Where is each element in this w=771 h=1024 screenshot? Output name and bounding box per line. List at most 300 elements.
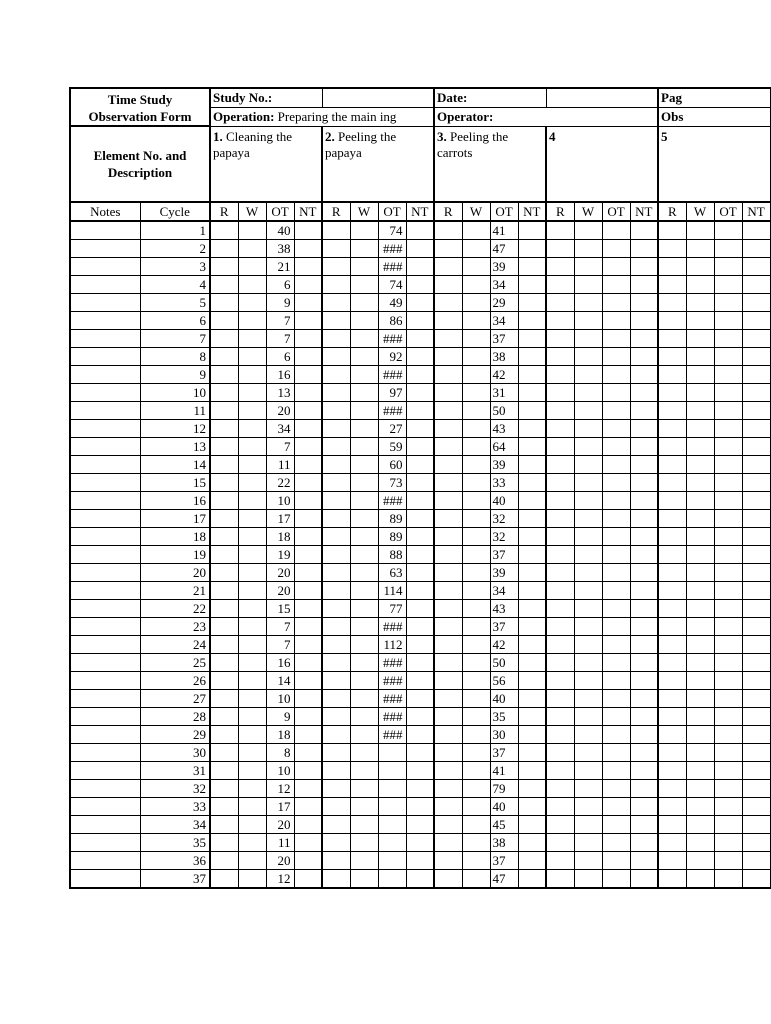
element-1-w-cell[interactable] [238,294,266,312]
element-2-r-cell[interactable] [322,348,350,366]
element-1-w-cell[interactable] [238,636,266,654]
element-1-w-cell[interactable] [238,438,266,456]
element-3-w-cell[interactable] [462,276,490,294]
element-2-nt-cell[interactable] [406,402,434,420]
element-5-nt-cell[interactable] [742,221,770,240]
element-4-r-cell[interactable] [546,221,574,240]
element-3-r-cell[interactable] [434,852,462,870]
element-1-ot-cell[interactable]: 13 [266,384,294,402]
element-4-ot-cell[interactable] [602,402,630,420]
element-4-nt-cell[interactable] [630,294,658,312]
element-3-w-cell[interactable] [462,798,490,816]
element-5-ot-cell[interactable] [714,834,742,852]
element-2-w-cell[interactable] [350,690,378,708]
element-3-w-cell[interactable] [462,221,490,240]
element-1-w-cell[interactable] [238,726,266,744]
element-1-r-cell[interactable] [210,330,238,348]
element-2-r-cell[interactable] [322,618,350,636]
element-4-nt-cell[interactable] [630,312,658,330]
element-3-nt-cell[interactable] [518,798,546,816]
element-2-ot-cell[interactable]: ### [378,402,406,420]
element-1-r-cell[interactable] [210,762,238,780]
element-2-ot-cell[interactable]: 88 [378,546,406,564]
element-2-r-cell[interactable] [322,690,350,708]
element-5-r-cell[interactable] [658,582,686,600]
element-5-nt-cell[interactable] [742,798,770,816]
element-3-ot-cell[interactable]: 43 [490,420,518,438]
element-5-ot-cell[interactable] [714,852,742,870]
element-5-ot-cell[interactable] [714,258,742,276]
element-4-r-cell[interactable] [546,402,574,420]
element-3-ot-cell[interactable]: 37 [490,852,518,870]
operator-field[interactable] [434,107,658,126]
element-5-nt-cell[interactable] [742,762,770,780]
element-2-ot-cell[interactable]: 73 [378,474,406,492]
element-4-nt-cell[interactable] [630,870,658,889]
element-3-w-cell[interactable] [462,258,490,276]
element-5-r-cell[interactable] [658,366,686,384]
element-1-w-cell[interactable] [238,780,266,798]
element-1-nt-cell[interactable] [294,402,322,420]
element-2-w-cell[interactable] [350,366,378,384]
notes-cell[interactable] [70,221,140,240]
element-2-r-cell[interactable] [322,582,350,600]
element-3-w-cell[interactable] [462,546,490,564]
element-4-ot-cell[interactable] [602,438,630,456]
element-5-w-cell[interactable] [686,852,714,870]
element-5-w-cell[interactable] [686,636,714,654]
notes-cell[interactable] [70,762,140,780]
element-2-nt-cell[interactable] [406,672,434,690]
element-1-nt-cell[interactable] [294,798,322,816]
element-5-r-cell[interactable] [658,618,686,636]
element-4-nt-cell[interactable] [630,708,658,726]
element-2-w-cell[interactable] [350,330,378,348]
element-4-w-cell[interactable] [574,330,602,348]
element-2-w-cell[interactable] [350,636,378,654]
element-4-nt-cell[interactable] [630,744,658,762]
element-5-r-cell[interactable] [658,564,686,582]
element-5-ot-cell[interactable] [714,726,742,744]
element-2-w-cell[interactable] [350,816,378,834]
element-5-w-cell[interactable] [686,834,714,852]
element-3-r-cell[interactable] [434,600,462,618]
element-4-ot-cell[interactable] [602,600,630,618]
element-4-w-cell[interactable] [574,474,602,492]
element-1-ot-cell[interactable]: 38 [266,240,294,258]
element-1-nt-cell[interactable] [294,636,322,654]
notes-cell[interactable] [70,546,140,564]
element-3-ot-cell[interactable]: 47 [490,240,518,258]
element-3-w-cell[interactable] [462,780,490,798]
element-2-w-cell[interactable] [350,546,378,564]
notes-cell[interactable] [70,438,140,456]
element-5-w-cell[interactable] [686,600,714,618]
element-2-ot-cell[interactable]: 77 [378,600,406,618]
element-2-ot-cell[interactable]: 60 [378,456,406,474]
element-1-nt-cell[interactable] [294,240,322,258]
element-1-nt-cell[interactable] [294,221,322,240]
element-5-w-cell[interactable] [686,582,714,600]
notes-cell[interactable] [70,456,140,474]
element-2-w-cell[interactable] [350,744,378,762]
element-2-nt-cell[interactable] [406,348,434,366]
element-2-ot-cell[interactable] [378,816,406,834]
element-4-r-cell[interactable] [546,474,574,492]
study-no-field[interactable] [210,88,322,107]
element-4-r-cell[interactable] [546,546,574,564]
element-5-r-cell[interactable] [658,636,686,654]
element-3-r-cell[interactable] [434,384,462,402]
element-4-ot-cell[interactable] [602,276,630,294]
element-3-ot-cell[interactable]: 37 [490,330,518,348]
element-2-ot-cell[interactable]: ### [378,654,406,672]
element-3-nt-cell[interactable] [518,582,546,600]
element-1-ot-cell[interactable]: 18 [266,528,294,546]
element-2-nt-cell[interactable] [406,240,434,258]
element-2-nt-cell[interactable] [406,600,434,618]
element-3-w-cell[interactable] [462,852,490,870]
element-2-nt-cell[interactable] [406,798,434,816]
element-3-nt-cell[interactable] [518,726,546,744]
element-3-nt-cell[interactable] [518,221,546,240]
element-4-ot-cell[interactable] [602,780,630,798]
element-5-r-cell[interactable] [658,708,686,726]
element-3-w-cell[interactable] [462,474,490,492]
element-4-r-cell[interactable] [546,384,574,402]
element-2-r-cell[interactable] [322,744,350,762]
element-3-nt-cell[interactable] [518,402,546,420]
element-5-ot-cell[interactable] [714,492,742,510]
element-5-ot-cell[interactable] [714,780,742,798]
element-5-nt-cell[interactable] [742,690,770,708]
element-1-w-cell[interactable] [238,276,266,294]
element-1-ot-cell[interactable]: 11 [266,834,294,852]
element-4-w-cell[interactable] [574,690,602,708]
page-field[interactable] [658,88,770,107]
element-1-ot-cell[interactable]: 20 [266,582,294,600]
element-4-ot-cell[interactable] [602,456,630,474]
element-1-ot-cell[interactable]: 16 [266,366,294,384]
element-5-nt-cell[interactable] [742,348,770,366]
element-3-w-cell[interactable] [462,510,490,528]
element-2-nt-cell[interactable] [406,384,434,402]
element-2-r-cell[interactable] [322,852,350,870]
element-2-r-cell[interactable] [322,438,350,456]
element-4-nt-cell[interactable] [630,762,658,780]
element-1-ot-cell[interactable]: 9 [266,294,294,312]
element-2-r-cell[interactable] [322,294,350,312]
element-3-nt-cell[interactable] [518,276,546,294]
element-2-w-cell[interactable] [350,708,378,726]
element-2-w-cell[interactable] [350,762,378,780]
notes-cell[interactable] [70,348,140,366]
element-3-ot-cell[interactable]: 34 [490,276,518,294]
element-3-w-cell[interactable] [462,744,490,762]
element-5-w-cell[interactable] [686,456,714,474]
element-4-r-cell[interactable] [546,618,574,636]
element-3-w-cell[interactable] [462,762,490,780]
element-4-w-cell[interactable] [574,546,602,564]
element-1-r-cell[interactable] [210,312,238,330]
element-1-ot-cell[interactable]: 16 [266,654,294,672]
element-3-nt-cell[interactable] [518,474,546,492]
element-3-nt-cell[interactable] [518,636,546,654]
element-4-nt-cell[interactable] [630,240,658,258]
element-3-ot-cell[interactable]: 34 [490,312,518,330]
element-3-w-cell[interactable] [462,636,490,654]
element-4-r-cell[interactable] [546,690,574,708]
element-3-ot-cell[interactable]: 64 [490,438,518,456]
element-2-nt-cell[interactable] [406,276,434,294]
element-2-r-cell[interactable] [322,798,350,816]
element-4-ot-cell[interactable] [602,762,630,780]
element-3-w-cell[interactable] [462,870,490,889]
element-1-w-cell[interactable] [238,870,266,889]
element-5-w-cell[interactable] [686,744,714,762]
element-5-nt-cell[interactable] [742,492,770,510]
element-3-r-cell[interactable] [434,636,462,654]
element-4-r-cell[interactable] [546,312,574,330]
element-5-nt-cell[interactable] [742,294,770,312]
element-4-ot-cell[interactable] [602,294,630,312]
element-5-ot-cell[interactable] [714,312,742,330]
element-1-r-cell[interactable] [210,474,238,492]
element-5-r-cell[interactable] [658,384,686,402]
element-1-nt-cell[interactable] [294,330,322,348]
element-3-ot-cell[interactable]: 32 [490,510,518,528]
element-5-nt-cell[interactable] [742,384,770,402]
element-1-r-cell[interactable] [210,276,238,294]
element-5-nt-cell[interactable] [742,402,770,420]
element-3-r-cell[interactable] [434,618,462,636]
element-1-nt-cell[interactable] [294,726,322,744]
element-4-r-cell[interactable] [546,294,574,312]
element-4-ot-cell[interactable] [602,636,630,654]
element-2-w-cell[interactable] [350,348,378,366]
element-5-nt-cell[interactable] [742,258,770,276]
element-1-nt-cell[interactable] [294,456,322,474]
element-4-w-cell[interactable] [574,348,602,366]
element-2-w-cell[interactable] [350,294,378,312]
element-5-nt-cell[interactable] [742,240,770,258]
element-2-nt-cell[interactable] [406,618,434,636]
element-2-nt-cell[interactable] [406,492,434,510]
element-1-nt-cell[interactable] [294,384,322,402]
element-3-r-cell[interactable] [434,438,462,456]
notes-cell[interactable] [70,582,140,600]
element-3-r-cell[interactable] [434,870,462,889]
element-5-w-cell[interactable] [686,870,714,889]
element-2-ot-cell[interactable]: ### [378,366,406,384]
element-3-r-cell[interactable] [434,528,462,546]
element-2-r-cell[interactable] [322,312,350,330]
element-3-nt-cell[interactable] [518,330,546,348]
element-3-nt-cell[interactable] [518,366,546,384]
element-4-nt-cell[interactable] [630,258,658,276]
element-5-ot-cell[interactable] [714,528,742,546]
element-2-r-cell[interactable] [322,726,350,744]
element-1-r-cell[interactable] [210,618,238,636]
element-1-ot-cell[interactable]: 7 [266,330,294,348]
element-2-r-cell[interactable] [322,402,350,420]
element-5-ot-cell[interactable] [714,816,742,834]
element-5-w-cell[interactable] [686,420,714,438]
element-3-w-cell[interactable] [462,690,490,708]
element-5-nt-cell[interactable] [742,654,770,672]
element-3-nt-cell[interactable] [518,834,546,852]
element-3-ot-cell[interactable]: 29 [490,294,518,312]
element-2-w-cell[interactable] [350,402,378,420]
element-4-r-cell[interactable] [546,726,574,744]
element-2-ot-cell[interactable]: 27 [378,420,406,438]
element-2-nt-cell[interactable] [406,564,434,582]
element-3-nt-cell[interactable] [518,546,546,564]
element-3-ot-cell[interactable]: 30 [490,726,518,744]
element-1-w-cell[interactable] [238,744,266,762]
element-1-ot-cell[interactable]: 34 [266,420,294,438]
element-2-ot-cell[interactable]: 92 [378,348,406,366]
element-2-w-cell[interactable] [350,582,378,600]
element-4-w-cell[interactable] [574,726,602,744]
element-3-ot-cell[interactable]: 56 [490,672,518,690]
element-4-nt-cell[interactable] [630,672,658,690]
element-1-w-cell[interactable] [238,221,266,240]
element-3-r-cell[interactable] [434,456,462,474]
element-1-nt-cell[interactable] [294,276,322,294]
element-1-w-cell[interactable] [238,816,266,834]
element-3-w-cell[interactable] [462,438,490,456]
element-1-nt-cell[interactable] [294,600,322,618]
element-4-w-cell[interactable] [574,654,602,672]
element-1-ot-cell[interactable]: 12 [266,870,294,889]
element-3-r-cell[interactable] [434,510,462,528]
element-4-ot-cell[interactable] [602,420,630,438]
notes-cell[interactable] [70,780,140,798]
element-4-r-cell[interactable] [546,510,574,528]
element-1-r-cell[interactable] [210,636,238,654]
element-1-r-cell[interactable] [210,690,238,708]
element-1-w-cell[interactable] [238,240,266,258]
element-5-nt-cell[interactable] [742,636,770,654]
element-4-r-cell[interactable] [546,780,574,798]
element-4-w-cell[interactable] [574,276,602,294]
element-5-r-cell[interactable] [658,834,686,852]
element-4-w-cell[interactable] [574,762,602,780]
element-4-ot-cell[interactable] [602,834,630,852]
element-2-ot-cell[interactable]: 97 [378,384,406,402]
notes-cell[interactable] [70,474,140,492]
element-1-w-cell[interactable] [238,654,266,672]
element-3-nt-cell[interactable] [518,672,546,690]
element-4-r-cell[interactable] [546,276,574,294]
element-5-nt-cell[interactable] [742,546,770,564]
element-5-r-cell[interactable] [658,456,686,474]
element-1-ot-cell[interactable]: 6 [266,276,294,294]
element-5-w-cell[interactable] [686,690,714,708]
element-5-ot-cell[interactable] [714,618,742,636]
element-3-r-cell[interactable] [434,762,462,780]
element-5-nt-cell[interactable] [742,312,770,330]
element-1-ot-cell[interactable]: 19 [266,546,294,564]
element-5-r-cell[interactable] [658,780,686,798]
element-1-nt-cell[interactable] [294,348,322,366]
element-3-ot-cell[interactable]: 40 [490,492,518,510]
element-4-nt-cell[interactable] [630,852,658,870]
element-5-r-cell[interactable] [658,492,686,510]
element-4-w-cell[interactable] [574,384,602,402]
element-2-ot-cell[interactable]: 49 [378,294,406,312]
element-1-nt-cell[interactable] [294,870,322,889]
element-3-nt-cell[interactable] [518,780,546,798]
element-5-ot-cell[interactable] [714,366,742,384]
element-4-w-cell[interactable] [574,312,602,330]
element-2-w-cell[interactable] [350,474,378,492]
element-1-r-cell[interactable] [210,546,238,564]
notes-cell[interactable] [70,366,140,384]
notes-cell[interactable] [70,510,140,528]
element-4-w-cell[interactable] [574,600,602,618]
element-5-nt-cell[interactable] [742,726,770,744]
element-4-w-cell[interactable] [574,816,602,834]
element-4-ot-cell[interactable] [602,618,630,636]
element-5-ot-cell[interactable] [714,294,742,312]
element-1-ot-cell[interactable]: 22 [266,474,294,492]
element-4-nt-cell[interactable] [630,618,658,636]
element-3-ot-cell[interactable]: 42 [490,636,518,654]
element-1-r-cell[interactable] [210,294,238,312]
operation-field[interactable] [210,107,434,126]
element-5-ot-cell[interactable] [714,600,742,618]
notes-cell[interactable] [70,402,140,420]
element-4-r-cell[interactable] [546,456,574,474]
element-1-nt-cell[interactable] [294,744,322,762]
element-1-w-cell[interactable] [238,618,266,636]
element-5-r-cell[interactable] [658,330,686,348]
element-2-r-cell[interactable] [322,762,350,780]
element-2-ot-cell[interactable]: 114 [378,582,406,600]
element-4-nt-cell[interactable] [630,348,658,366]
element-4-r-cell[interactable] [546,420,574,438]
element-1-w-cell[interactable] [238,474,266,492]
element-5-nt-cell[interactable] [742,474,770,492]
element-5-ot-cell[interactable] [714,438,742,456]
element-5-ot-cell[interactable] [714,582,742,600]
element-3-ot-cell[interactable]: 38 [490,348,518,366]
element-2-w-cell[interactable] [350,654,378,672]
notes-cell[interactable] [70,798,140,816]
element-3-w-cell[interactable] [462,726,490,744]
element-1-r-cell[interactable] [210,834,238,852]
element-3-w-cell[interactable] [462,420,490,438]
element-5-ot-cell[interactable] [714,474,742,492]
element-2-nt-cell[interactable] [406,816,434,834]
element-2-w-cell[interactable] [350,564,378,582]
observer-field[interactable] [658,107,770,126]
element-2-w-cell[interactable] [350,276,378,294]
element-3-ot-cell[interactable]: 43 [490,600,518,618]
element-5-r-cell[interactable] [658,690,686,708]
element-5-r-cell[interactable] [658,402,686,420]
element-3-nt-cell[interactable] [518,294,546,312]
element-2-ot-cell[interactable]: 86 [378,312,406,330]
element-3-w-cell[interactable] [462,402,490,420]
element-3-w-cell[interactable] [462,654,490,672]
element-4-w-cell[interactable] [574,402,602,420]
element-1-ot-cell[interactable]: 18 [266,726,294,744]
element-4-w-cell[interactable] [574,456,602,474]
element-3-w-cell[interactable] [462,312,490,330]
